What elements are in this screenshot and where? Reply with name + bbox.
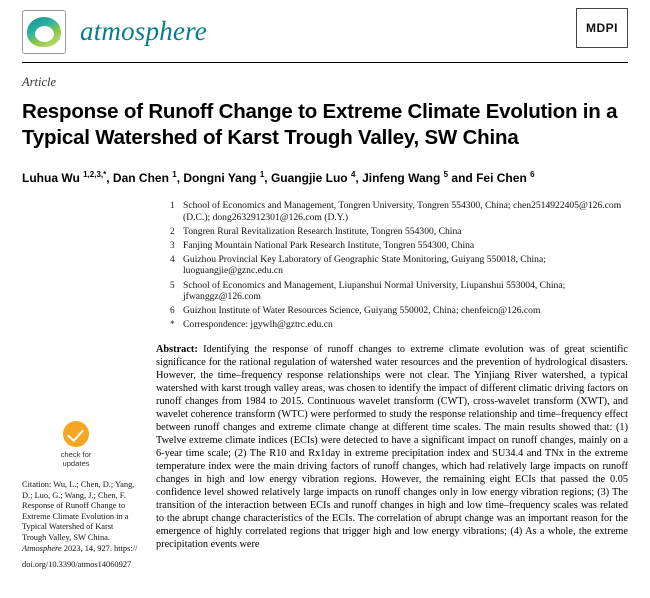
atmosphere-journal-logo-icon (22, 10, 66, 54)
citation-label: Citation: (22, 479, 52, 489)
citation-journal-rest: 2023, 14, 927. (63, 543, 112, 553)
article-body (22, 343, 628, 577)
citation-text: Wu, L.; Chen, D.; Yang, D.; Luo, G.; Wang, J.; Chen, F. Response of Runoff Change to Extreme Climate Evolution in a Typical Watershed of Karst Trough Valley, SW China. (22, 479, 135, 542)
orange-check-circle-icon (63, 421, 89, 447)
article-type: Article (22, 75, 57, 89)
citation-doi-line2[interactable]: doi.org/10.3390/atmos14060927 (22, 560, 132, 570)
affiliation-number: 4 (170, 253, 175, 264)
affiliation-item (170, 305, 628, 317)
citation-block (22, 480, 138, 571)
affiliation-number: 1 (170, 200, 175, 210)
affiliation-item (170, 254, 628, 277)
affiliation-text: Correspondence: jgywlh@gztrc.edu.cn (183, 319, 333, 331)
check-for-updates[interactable] (22, 421, 130, 468)
affiliation-text: Fanjing Mountain National Park Research Institute, Tongren 554300, China (183, 239, 475, 251)
abstract-column (156, 343, 628, 577)
journal-name: atmosphere (80, 15, 207, 46)
affiliation-text: School of Economics and Management, Tongren University, Tongren 554300, China; chen2514922405@126.com (D.C.); dong2632912301@126.com (D.Y.) (183, 200, 622, 223)
affiliation-list (170, 200, 628, 331)
check-for-updates-line2: updates (62, 458, 90, 468)
affiliation-text: School of Economics and Management, Liupanshui Normal University, Liupanshui 553004, China; jfwanggz@126.com (183, 279, 566, 303)
affiliation-item (170, 240, 628, 252)
affiliation-number: 5 (170, 279, 175, 290)
affiliation-item (170, 319, 628, 331)
mdpi-logo: MDPI (576, 8, 628, 48)
affiliation-number: * (170, 319, 175, 330)
affiliation-item (170, 280, 628, 303)
affiliation-number: 2 (170, 225, 175, 236)
abstract-label: Abstract: (156, 343, 198, 355)
check-for-updates-line1: check for (60, 449, 92, 459)
abstract (156, 343, 628, 551)
citation-doi-line1[interactable]: https:// (114, 543, 138, 553)
sidebar-column (22, 343, 156, 577)
affiliation-text: Tongren Rural Revitalization Research Institute, Tongren 554300, China (183, 225, 462, 237)
author-list: Luhua Wu $^{1,2,3,*}$, Dan Chen $^1$, Dongni Yang $^1$, Guangjie Luo $^4$, Jinfeng Wang $^5$ and Fei Chen $^6$ (22, 170, 535, 185)
abstract-text: Identifying the response of runoff changes to extreme climate evolution was of great scientific significance for the rational regulation of watershed water resources and the prevention of hydrological disasters. However, the time–frequency response relationships were not clear. The Yinjiang River watershed, a typical watershed with karst trough valley areas, was chosen to identify the impact of different climatic driving factors on runoff changes from 1984 to 2015. Continuous wavelet transform (CWT), cross-wavelet transform (XWT), and wavelet coherence transform (WTC) were performed to study the response relationship and time–frequency effect between runoff changes and extreme climate change at different time scales. The main results showed that: (1) Twelve extreme climate indices (ECIs) were detected to have a significant impact on runoff changes, mainly on a 6-year time scale; (2) The R10 and Rx1day in extreme precipitation index and SU34.4 and TNx in the extreme temperature index were the main driving factors of runoff changes, which had relatively large impacts on runoff changes in high and low energy vibration regions. However, the remaining eight ECIs that passed the 0.05 confidence level showed relatively large impacts on runoff changes only in low energy vibration regions; (3) The transition of the interaction between ECIs and runoff changes in high and low time–frequency scales was related to the abrupt change characteristics of the ECIs. The correlation of abrupt change was an important reason for the emergence of highly correlated regions that trigger high and low energy vibrations; (4) As a whole, the extreme precipitation events were (156, 343, 628, 550)
journal-masthead (22, 0, 628, 63)
affiliation-text: Guizhou Provincial Key Laboratory of Geographic State Monitoring, Guiyang 550018, China; luoguangjie@gznc.edu.cn (183, 253, 546, 277)
page-title: Response of Runoff Change to Extreme Climate Evolution in a Typical Watershed of Karst Trough Valley, SW China (22, 100, 618, 149)
affiliation-number: 6 (170, 305, 175, 316)
affiliation-text: Guizhou Institute of Water Resources Science, Guiyang 550002, China; chenfeicn@126.com (183, 305, 541, 317)
affiliation-number: 3 (170, 239, 175, 250)
affiliation-item (170, 200, 628, 223)
citation-journal: Atmosphere (22, 543, 62, 553)
affiliation-item (170, 226, 628, 238)
